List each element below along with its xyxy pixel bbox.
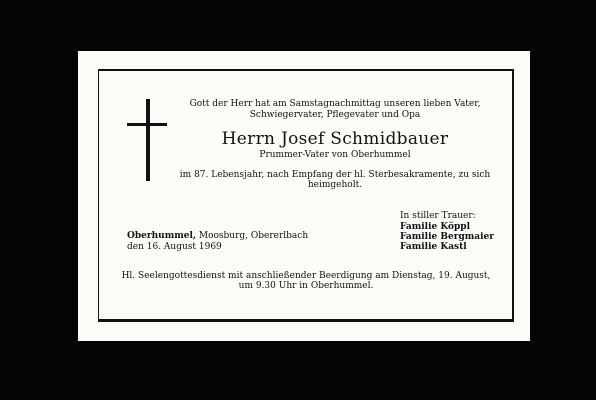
service-line-2: um 9.30 Uhr in Oberhummel.	[238, 281, 374, 291]
service-line-1: Hl. Seelengottesdienst mit anschließender Beerdigung am Dienstag, 19. August,	[121, 271, 491, 281]
cross-icon-bar	[127, 123, 167, 126]
intro-line-2: Schwiegervater, Pflegevater und Opa	[249, 110, 421, 120]
death-text-line-2: heimgeholt.	[307, 180, 363, 190]
family-3: Familie Kastl	[400, 242, 467, 252]
intro-line-1: Gott der Herr hat am Samstagnachmittag unseren lieben Vater,	[189, 99, 481, 109]
mourning-header: In stiller Trauer:	[400, 211, 476, 221]
place-rest: Moosburg, Obererlbach	[196, 231, 309, 241]
place-line	[127, 231, 308, 242]
place-bold: Oberhummel,	[127, 231, 197, 241]
family-1: Familie Köppl	[400, 222, 471, 232]
deceased-name: Herrn Josef Schmidbauer	[221, 129, 449, 149]
deceased-subtitle: Prummer-Vater von Oberhummel	[259, 150, 411, 160]
death-text-line-1: im 87. Lebensjahr, nach Empfang der hl. Sterbesakramente, zu sich	[179, 170, 491, 180]
cross-icon	[146, 99, 150, 181]
date-line: den 16. August 1969	[127, 242, 222, 252]
family-2: Familie Bergmaier	[400, 232, 494, 242]
